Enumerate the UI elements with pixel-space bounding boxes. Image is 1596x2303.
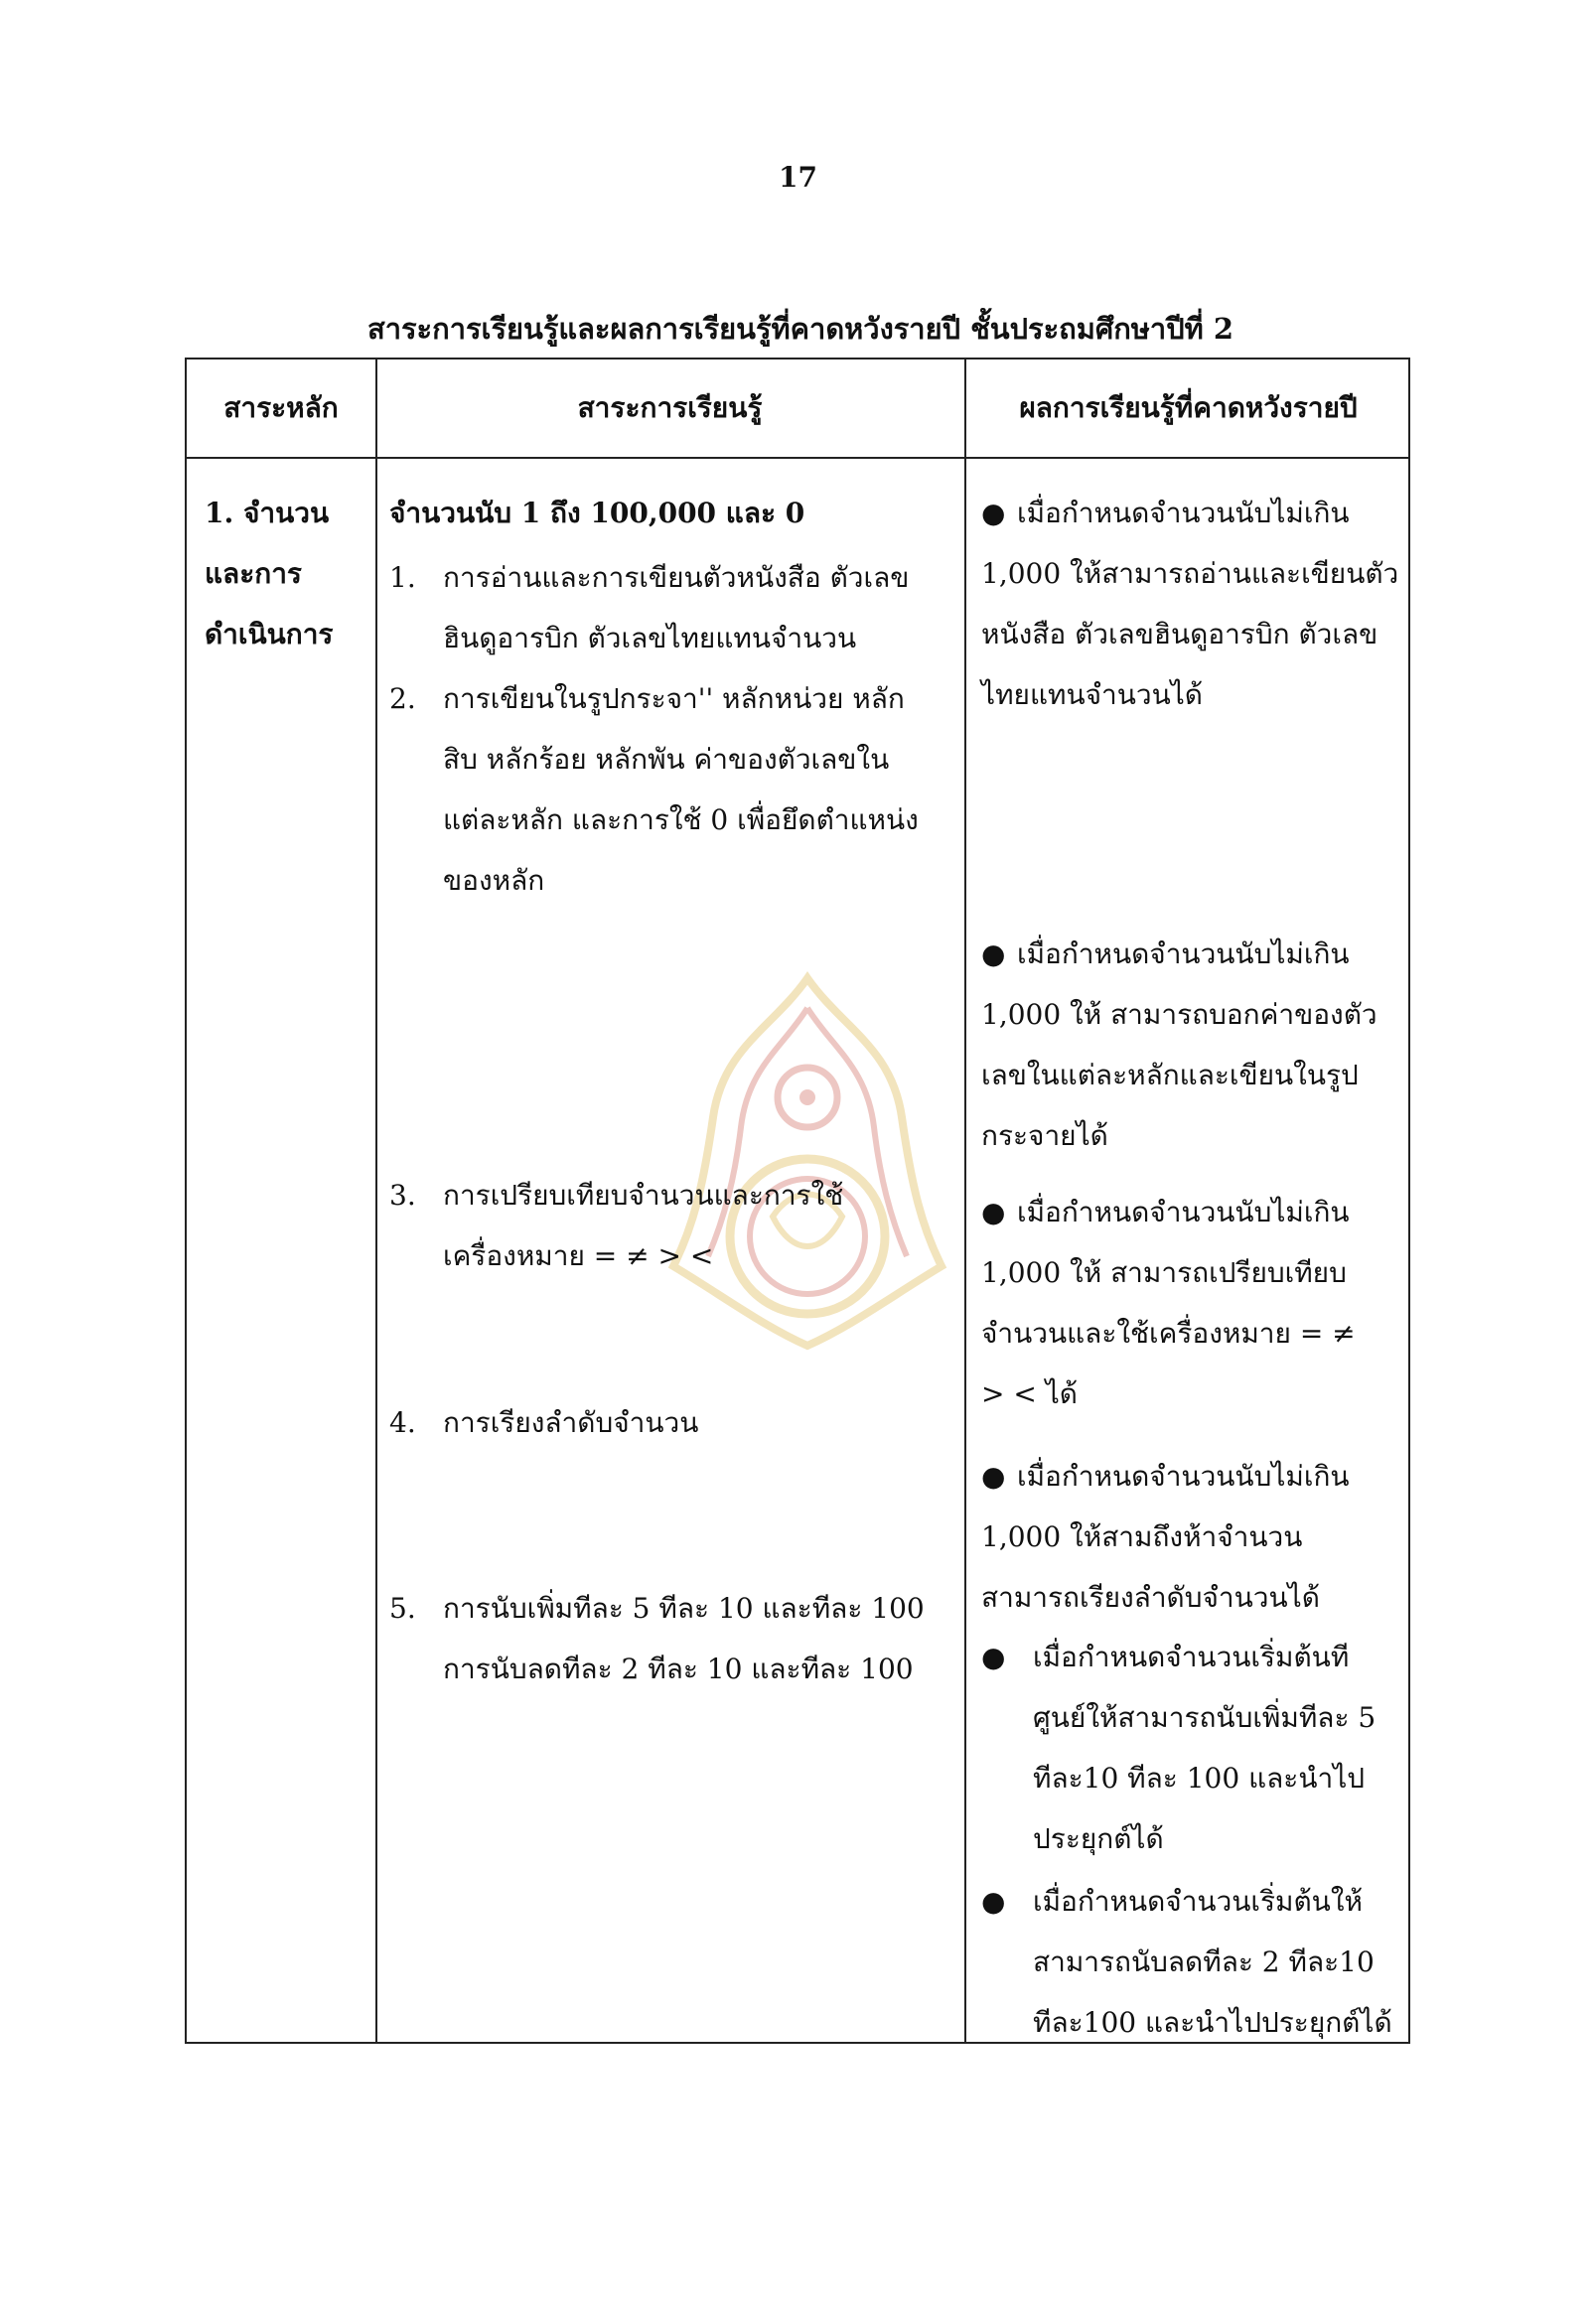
item-number: 4. bbox=[389, 1406, 416, 1439]
outcome-line: เลขในแต่ละหลักและเขียนในรูป bbox=[981, 1059, 1359, 1091]
outcome-item bbox=[981, 1627, 1398, 1869]
outcome-line: 1,000 ให้สามถึงห้าจำนวน bbox=[981, 1520, 1303, 1553]
page-number: 17 bbox=[779, 161, 817, 194]
outcome-line: สามารถนับลดทีละ 2 ทีละ10 bbox=[1033, 1945, 1375, 1978]
header-divider bbox=[187, 457, 1408, 459]
item-line: การนับเพิ่มทีละ 5 ทีละ 10 และทีละ 100 bbox=[443, 1592, 925, 1625]
outcome-item bbox=[981, 1871, 1398, 2053]
outcome-line: เมื่อกำหนดจำนวนนับไม่เกิน bbox=[1017, 1196, 1350, 1228]
outcome-line: เมื่อกำหนดจำนวนนับไม่เกิน bbox=[1017, 1460, 1350, 1493]
column-divider bbox=[964, 360, 966, 2042]
outcome-line: ทีละ10 ทีละ 100 และนำไป bbox=[1033, 1762, 1366, 1795]
outcome-line: 1,000 ให้สามารถอ่านและเขียนตัว bbox=[981, 557, 1399, 590]
outcome-line: 1,000 ให้ สามารถบอกค่าของตัว bbox=[981, 998, 1378, 1031]
bullet-icon: ● bbox=[981, 1641, 1006, 1673]
header-core: สาระหลัก bbox=[223, 391, 339, 424]
content-item bbox=[389, 1165, 955, 1286]
outcome-line: 1,000 ให้ สามารถเปรียบเทียบ bbox=[981, 1256, 1347, 1289]
core-topic bbox=[205, 483, 363, 664]
content-heading: จำนวนนับ 1 ถึง 100,000 และ 0 bbox=[389, 497, 805, 529]
outcome-line: หนังสือ ตัวเลขฮินดูอารบิก ตัวเลข bbox=[981, 618, 1378, 650]
core-topic-line: 1. จำนวน bbox=[205, 497, 330, 529]
item-line: เครื่องหมาย = ≠ > < bbox=[443, 1239, 714, 1272]
outcome-line: > < ได้ bbox=[981, 1377, 1078, 1410]
item-line: การเขียนในรูปกระจา'' หลักหน่วย หลัก bbox=[443, 682, 905, 715]
outcome-line: เมื่อกำหนดจำนวนนับไม่เกิน bbox=[1017, 497, 1350, 529]
table-title: สาระการเรียนรู้และผลการเรียนรู้ที่คาดหวังรายปี ชั้นประถมศึกษาปีที่ 2 bbox=[367, 312, 1233, 346]
outcome-line: เมื่อกำหนดจำนวนเริ่มต้นให้ bbox=[1033, 1885, 1363, 1918]
item-line: การเรียงลำดับจำนวน bbox=[443, 1406, 699, 1439]
header-outcome: ผลการเรียนรู้ที่คาดหวังรายปี bbox=[1019, 391, 1358, 424]
bullet-icon: ● bbox=[981, 1196, 1006, 1228]
curriculum-table bbox=[185, 358, 1410, 2044]
core-topic-line: ดำเนินการ bbox=[205, 618, 334, 650]
item-line: แต่ละหลัก และการใช้ 0 เพื่อยึดตำแหน่ง bbox=[443, 803, 919, 836]
outcome-line: สามารถเรียงลำดับจำนวนได้ bbox=[981, 1581, 1320, 1614]
outcome-item bbox=[981, 1182, 1398, 1424]
content-item bbox=[389, 1392, 955, 1453]
outcome-item bbox=[981, 1446, 1398, 1628]
item-line: ของหลัก bbox=[443, 864, 545, 897]
item-line: การเปรียบเทียบจำนวนและการใช้ bbox=[443, 1179, 844, 1212]
header-content: สาระการเรียนรู้ bbox=[577, 391, 763, 424]
outcome-item bbox=[981, 924, 1398, 1166]
content-item bbox=[389, 668, 955, 911]
item-line: การนับลดทีละ 2 ทีละ 10 และทีละ 100 bbox=[443, 1653, 914, 1685]
item-line: การอ่านและการเขียนตัวหนังสือ ตัวเลข bbox=[443, 561, 910, 594]
item-line: ฮินดูอารบิก ตัวเลขไทยแทนจำนวน bbox=[443, 622, 857, 654]
outcome-line: ศูนย์ให้สามารถนับเพิ่มทีละ 5 bbox=[1033, 1701, 1377, 1734]
outcome-line: ทีละ100 และนำไปประยุกต์ได้ bbox=[1033, 2006, 1392, 2039]
item-number: 2. bbox=[389, 682, 416, 715]
outcome-line: จำนวนและใช้เครื่องหมาย = ≠ bbox=[981, 1317, 1356, 1350]
outcome-line: เมื่อกำหนดจำนวนเริ่มต้นที bbox=[1033, 1641, 1350, 1673]
bullet-icon: ● bbox=[981, 1885, 1006, 1918]
outcome-line: เมื่อกำหนดจำนวนนับไม่เกิน bbox=[1017, 937, 1350, 970]
bullet-icon: ● bbox=[981, 937, 1006, 970]
item-line: สิบ หลักร้อย หลักพัน ค่าของตัวเลขใน bbox=[443, 743, 890, 776]
outcome-line: ประยุกต์ได้ bbox=[1033, 1822, 1164, 1855]
bullet-icon: ● bbox=[981, 1460, 1006, 1493]
bullet-icon: ● bbox=[981, 497, 1006, 529]
outcome-line: ไทยแทนจำนวนได้ bbox=[981, 678, 1203, 711]
content-item bbox=[389, 1578, 955, 1699]
outcome-line: กระจายได้ bbox=[981, 1119, 1108, 1152]
column-divider bbox=[375, 360, 377, 2042]
item-number: 3. bbox=[389, 1179, 416, 1212]
item-number: 5. bbox=[389, 1592, 416, 1625]
outcome-item bbox=[981, 483, 1398, 725]
content-item bbox=[389, 547, 955, 668]
core-topic-line: และการ bbox=[205, 557, 302, 590]
item-number: 1. bbox=[389, 561, 416, 594]
